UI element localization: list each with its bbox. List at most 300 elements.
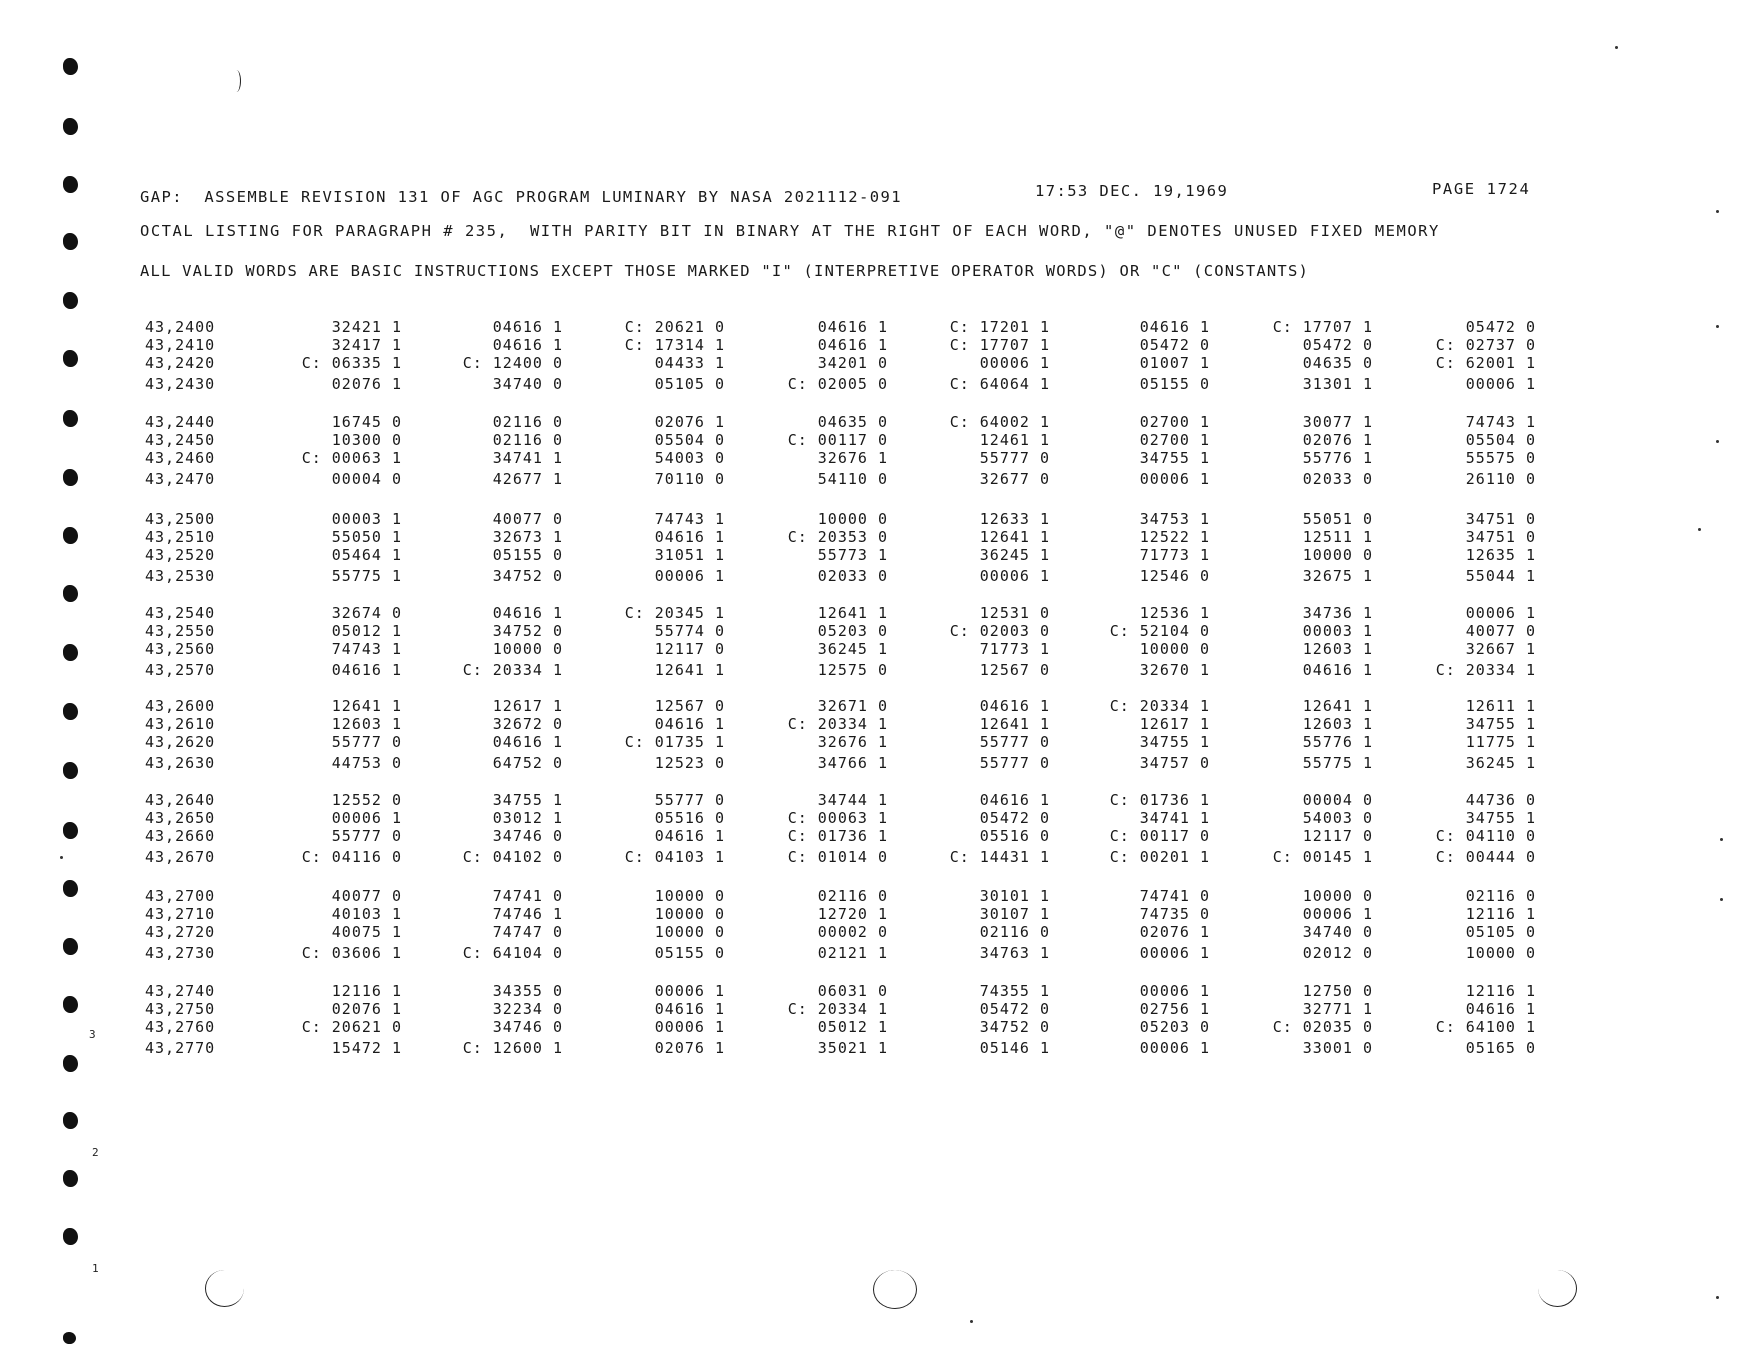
- octal-word: C: 06335 1: [301, 354, 402, 372]
- octal-word: C: 00063 1: [787, 809, 888, 827]
- octal-word: 74741 0: [1139, 887, 1210, 905]
- octal-word: C: 17707 1: [949, 336, 1050, 354]
- octal-word: C: 00145 1: [1272, 848, 1373, 866]
- octal-word: 26110 0: [1465, 470, 1536, 488]
- octal-word: 05472 0: [1302, 336, 1373, 354]
- octal-word: 02076 1: [331, 375, 402, 393]
- octal-word: 34751 0: [1465, 510, 1536, 528]
- octal-word: 34744 1: [817, 791, 888, 809]
- listing-legend: ALL VALID WORDS ARE BASIC INSTRUCTIONS EXCEPT THOSE MARKED "I" (INTERPRETIVE OPERATOR WORDS) OR "C" (CONSTANTS): [140, 262, 1310, 280]
- octal-word: C: 00444 0: [1435, 848, 1536, 866]
- octal-word: 00006 1: [979, 567, 1050, 585]
- octal-word: 74735 0: [1139, 905, 1210, 923]
- octal-word: C: 12400 0: [462, 354, 563, 372]
- octal-word: 34755 1: [1139, 733, 1210, 751]
- octal-word: 02121 1: [817, 944, 888, 962]
- octal-word: 05203 0: [1139, 1018, 1210, 1036]
- octal-word: C: 20334 1: [1109, 697, 1210, 715]
- octal-word: 02076 1: [654, 1039, 725, 1057]
- scan-mark: [232, 70, 241, 92]
- row-address: 43,2770: [145, 1039, 216, 1057]
- octal-word: 30077 1: [1302, 413, 1373, 431]
- octal-word: 12117 0: [654, 640, 725, 658]
- octal-word: 04616 1: [979, 791, 1050, 809]
- octal-word: 32234 0: [492, 1000, 563, 1018]
- octal-word: 15472 1: [331, 1039, 402, 1057]
- octal-word: 12461 1: [979, 431, 1050, 449]
- row-address: 43,2460: [145, 449, 216, 467]
- octal-word: 32677 0: [979, 470, 1050, 488]
- row-address: 43,2700: [145, 887, 216, 905]
- row-address: 43,2440: [145, 413, 216, 431]
- octal-word: 12511 1: [1302, 528, 1373, 546]
- octal-word: 05155 0: [1139, 375, 1210, 393]
- row-address: 43,2410: [145, 336, 216, 354]
- octal-word: 04616 1: [1139, 318, 1210, 336]
- margin-mark: 1: [92, 1262, 99, 1275]
- octal-word: 02700 1: [1139, 431, 1210, 449]
- octal-word: 34736 1: [1302, 604, 1373, 622]
- octal-word: 42677 1: [492, 470, 563, 488]
- row-address: 43,2420: [145, 354, 216, 372]
- octal-word: 32671 0: [817, 697, 888, 715]
- octal-word: 12641 1: [1302, 697, 1373, 715]
- octal-word: 34751 0: [1465, 528, 1536, 546]
- octal-word: 04433 1: [654, 354, 725, 372]
- octal-word: 40077 0: [492, 510, 563, 528]
- octal-word: 74743 1: [1465, 413, 1536, 431]
- octal-word: 32417 1: [331, 336, 402, 354]
- row-address: 43,2540: [145, 604, 216, 622]
- octal-word: 16745 0: [331, 413, 402, 431]
- octal-word: 05504 0: [654, 431, 725, 449]
- row-address: 43,2720: [145, 923, 216, 941]
- octal-word: 34752 0: [492, 622, 563, 640]
- octal-word: 12641 1: [979, 528, 1050, 546]
- octal-word: 12117 0: [1302, 827, 1373, 845]
- feed-hole: [63, 292, 78, 309]
- octal-word: C: 02737 0: [1435, 336, 1536, 354]
- octal-word: 05516 0: [654, 809, 725, 827]
- octal-word: C: 04116 0: [301, 848, 402, 866]
- listing-subtitle: OCTAL LISTING FOR PARAGRAPH # 235, WITH PARITY BIT IN BINARY AT THE RIGHT OF EACH WORD, "@" DENOTES UNUSED FIXED MEMORY: [140, 222, 1440, 240]
- feed-hole: [63, 350, 78, 367]
- octal-word: 34757 0: [1139, 754, 1210, 772]
- scan-speck: [1716, 325, 1719, 328]
- octal-word: 00006 1: [979, 354, 1050, 372]
- octal-word: 34752 0: [492, 567, 563, 585]
- octal-word: 34355 0: [492, 982, 563, 1000]
- octal-word: 04616 1: [492, 604, 563, 622]
- octal-word: 04616 1: [331, 661, 402, 679]
- feed-hole: [63, 762, 78, 779]
- octal-word: 10000 0: [654, 923, 725, 941]
- octal-word: C: 20334 1: [787, 715, 888, 733]
- octal-word: 54003 0: [1302, 809, 1373, 827]
- octal-word: 32676 1: [817, 733, 888, 751]
- octal-word: C: 12600 1: [462, 1039, 563, 1057]
- octal-word: 05516 0: [979, 827, 1050, 845]
- octal-word: C: 64100 1: [1435, 1018, 1536, 1036]
- feed-hole: [63, 1332, 76, 1344]
- scan-speck: [1720, 838, 1723, 841]
- row-address: 43,2730: [145, 944, 216, 962]
- octal-word: 12116 1: [1465, 905, 1536, 923]
- octal-word: 05105 0: [654, 375, 725, 393]
- octal-word: 05146 1: [979, 1039, 1050, 1057]
- feed-hole: [63, 938, 78, 955]
- octal-word: 00006 1: [1139, 982, 1210, 1000]
- octal-word: 55051 0: [1302, 510, 1373, 528]
- octal-word: 04616 1: [492, 733, 563, 751]
- octal-word: 55777 0: [979, 733, 1050, 751]
- octal-word: 34755 1: [492, 791, 563, 809]
- octal-word: 64752 0: [492, 754, 563, 772]
- octal-word: 35021 1: [817, 1039, 888, 1057]
- octal-word: 55777 0: [654, 791, 725, 809]
- octal-word: 55776 1: [1302, 733, 1373, 751]
- octal-word: 04616 1: [817, 318, 888, 336]
- octal-word: 04616 1: [654, 827, 725, 845]
- octal-word: 00006 1: [654, 1018, 725, 1036]
- octal-word: 00003 1: [1302, 622, 1373, 640]
- feed-hole: [63, 644, 78, 661]
- octal-word: 36245 1: [1465, 754, 1536, 772]
- octal-word: 12116 1: [331, 982, 402, 1000]
- octal-word: 71773 1: [979, 640, 1050, 658]
- octal-word: 40077 0: [331, 887, 402, 905]
- scan-speck: [1698, 528, 1701, 531]
- feed-hole: [63, 1055, 78, 1072]
- octal-word: 44753 0: [331, 754, 402, 772]
- octal-word: 74746 1: [492, 905, 563, 923]
- octal-word: 02116 0: [817, 887, 888, 905]
- octal-word: C: 20334 1: [1435, 661, 1536, 679]
- octal-word: 10000 0: [492, 640, 563, 658]
- octal-word: 06031 0: [817, 982, 888, 1000]
- octal-word: 33001 0: [1302, 1039, 1373, 1057]
- octal-word: 02012 0: [1302, 944, 1373, 962]
- octal-word: 12617 1: [1139, 715, 1210, 733]
- octal-word: 04616 1: [817, 336, 888, 354]
- octal-word: C: 20334 1: [787, 1000, 888, 1018]
- scan-speck: [1615, 46, 1618, 49]
- octal-word: 55050 1: [331, 528, 402, 546]
- octal-word: 12633 1: [979, 510, 1050, 528]
- row-address: 43,2650: [145, 809, 216, 827]
- row-address: 43,2630: [145, 754, 216, 772]
- octal-word: C: 17707 1: [1272, 318, 1373, 336]
- row-address: 43,2430: [145, 375, 216, 393]
- octal-word: 31301 1: [1302, 375, 1373, 393]
- octal-word: C: 64104 0: [462, 944, 563, 962]
- row-address: 43,2550: [145, 622, 216, 640]
- octal-word: 34741 1: [492, 449, 563, 467]
- octal-word: 00006 1: [654, 982, 725, 1000]
- margin-mark: 2: [92, 1146, 99, 1159]
- octal-word: 30107 1: [979, 905, 1050, 923]
- octal-word: 34201 0: [817, 354, 888, 372]
- octal-word: 12116 1: [1465, 982, 1536, 1000]
- octal-word: 12641 1: [979, 715, 1050, 733]
- octal-word: C: 14431 1: [949, 848, 1050, 866]
- octal-word: 12603 1: [1302, 715, 1373, 733]
- octal-word: 54003 0: [654, 449, 725, 467]
- octal-word: 00006 1: [1139, 944, 1210, 962]
- octal-word: 40077 0: [1465, 622, 1536, 640]
- octal-word: 40103 1: [331, 905, 402, 923]
- octal-word: 05012 1: [817, 1018, 888, 1036]
- octal-word: 34740 0: [492, 375, 563, 393]
- octal-word: 12523 0: [654, 754, 725, 772]
- octal-word: 05155 0: [654, 944, 725, 962]
- row-address: 43,2640: [145, 791, 216, 809]
- octal-word: C: 04110 0: [1435, 827, 1536, 845]
- octal-word: 12522 1: [1139, 528, 1210, 546]
- octal-word: 02076 1: [654, 413, 725, 431]
- octal-word: 05165 0: [1465, 1039, 1536, 1057]
- scan-speck: [1716, 210, 1719, 213]
- octal-word: 12611 1: [1465, 697, 1536, 715]
- octal-word: 05203 0: [817, 622, 888, 640]
- octal-word: C: 20621 0: [624, 318, 725, 336]
- octal-word: 00003 1: [331, 510, 402, 528]
- octal-word: 00002 0: [817, 923, 888, 941]
- octal-word: 00004 0: [1302, 791, 1373, 809]
- octal-word: 34752 0: [979, 1018, 1050, 1036]
- octal-word: 02076 1: [1302, 431, 1373, 449]
- scan-speck: [1716, 1296, 1719, 1299]
- octal-word: C: 04102 0: [462, 848, 563, 866]
- octal-word: 12641 1: [817, 604, 888, 622]
- octal-word: 55774 0: [654, 622, 725, 640]
- octal-word: C: 20353 0: [787, 528, 888, 546]
- octal-word: 12567 0: [979, 661, 1050, 679]
- scan-speck: [970, 1320, 973, 1323]
- octal-word: 55575 0: [1465, 449, 1536, 467]
- octal-word: 10000 0: [1302, 546, 1373, 564]
- octal-word: 12617 1: [492, 697, 563, 715]
- octal-word: 55044 1: [1465, 567, 1536, 585]
- feed-hole: [63, 58, 78, 75]
- row-address: 43,2660: [145, 827, 216, 845]
- octal-word: C: 64002 1: [949, 413, 1050, 431]
- margin-mark: 3: [89, 1028, 96, 1041]
- row-address: 43,2450: [145, 431, 216, 449]
- listing-title: GAP: ASSEMBLE REVISION 131 OF AGC PROGRAM LUMINARY BY NASA 2021112-091: [140, 188, 902, 206]
- feed-hole: [63, 1228, 78, 1245]
- octal-word: 55773 1: [817, 546, 888, 564]
- scan-mark: [1538, 1270, 1577, 1307]
- octal-word: 12635 1: [1465, 546, 1536, 564]
- octal-word: 36245 1: [979, 546, 1050, 564]
- octal-word: 32673 1: [492, 528, 563, 546]
- octal-word: 32674 0: [331, 604, 402, 622]
- row-address: 43,2570: [145, 661, 216, 679]
- octal-word: 74747 0: [492, 923, 563, 941]
- row-address: 43,2530: [145, 567, 216, 585]
- octal-word: 34755 1: [1465, 809, 1536, 827]
- page-number: PAGE 1724: [1432, 180, 1531, 198]
- octal-word: 11775 1: [1465, 733, 1536, 751]
- row-address: 43,2620: [145, 733, 216, 751]
- octal-word: 04616 1: [1302, 661, 1373, 679]
- octal-word: 74743 1: [331, 640, 402, 658]
- row-address: 43,2470: [145, 470, 216, 488]
- octal-word: 34740 0: [1302, 923, 1373, 941]
- octal-word: 02076 1: [1139, 923, 1210, 941]
- octal-word: 12750 0: [1302, 982, 1373, 1000]
- feed-hole: [63, 585, 78, 602]
- octal-word: C: 17314 1: [624, 336, 725, 354]
- octal-word: 12531 0: [979, 604, 1050, 622]
- octal-word: 02116 0: [492, 413, 563, 431]
- octal-word: 00006 1: [1465, 604, 1536, 622]
- octal-word: 12603 1: [1302, 640, 1373, 658]
- octal-word: C: 62001 1: [1435, 354, 1536, 372]
- octal-word: 34766 1: [817, 754, 888, 772]
- octal-word: C: 17201 1: [949, 318, 1050, 336]
- scan-mark: [205, 1270, 244, 1307]
- feed-hole: [63, 996, 78, 1013]
- octal-word: 10000 0: [1302, 887, 1373, 905]
- listing-timestamp: 17:53 DEC. 19,1969: [1035, 182, 1229, 200]
- octal-word: 04616 1: [492, 318, 563, 336]
- octal-word: 10000 0: [817, 510, 888, 528]
- octal-word: 55777 0: [979, 449, 1050, 467]
- octal-word: 05105 0: [1465, 923, 1536, 941]
- octal-word: 05012 1: [331, 622, 402, 640]
- octal-word: C: 00117 0: [1109, 827, 1210, 845]
- octal-word: 05472 0: [979, 809, 1050, 827]
- octal-word: 02116 0: [1465, 887, 1536, 905]
- octal-word: C: 01736 1: [1109, 791, 1210, 809]
- octal-word: 05472 0: [979, 1000, 1050, 1018]
- row-address: 43,2670: [145, 848, 216, 866]
- octal-word: 34746 0: [492, 827, 563, 845]
- octal-word: 34753 1: [1139, 510, 1210, 528]
- octal-word: C: 02005 0: [787, 375, 888, 393]
- feed-hole: [63, 880, 78, 897]
- feed-hole: [63, 118, 78, 135]
- feed-hole: [63, 703, 78, 720]
- octal-word: 32676 1: [817, 449, 888, 467]
- octal-word: 40075 1: [331, 923, 402, 941]
- octal-word: 55777 0: [331, 733, 402, 751]
- row-address: 43,2600: [145, 697, 216, 715]
- octal-word: 12552 0: [331, 791, 402, 809]
- octal-word: 02116 0: [979, 923, 1050, 941]
- octal-word: 70110 0: [654, 470, 725, 488]
- octal-word: C: 52104 0: [1109, 622, 1210, 640]
- row-address: 43,2740: [145, 982, 216, 1000]
- octal-word: 12536 1: [1139, 604, 1210, 622]
- octal-word: 04616 1: [654, 1000, 725, 1018]
- octal-word: 32675 1: [1302, 567, 1373, 585]
- row-address: 43,2750: [145, 1000, 216, 1018]
- row-address: 43,2400: [145, 318, 216, 336]
- octal-word: 12641 1: [654, 661, 725, 679]
- octal-word: 10000 0: [1465, 944, 1536, 962]
- octal-word: 04616 1: [492, 336, 563, 354]
- octal-word: 32672 0: [492, 715, 563, 733]
- octal-word: 74743 1: [654, 510, 725, 528]
- octal-word: 02700 1: [1139, 413, 1210, 431]
- octal-word: 00006 1: [1302, 905, 1373, 923]
- octal-word: 12546 0: [1139, 567, 1210, 585]
- octal-word: C: 64064 1: [949, 375, 1050, 393]
- octal-word: C: 02003 0: [949, 622, 1050, 640]
- scan-mark: [873, 1270, 917, 1309]
- octal-word: C: 02035 0: [1272, 1018, 1373, 1036]
- octal-word: 55777 0: [331, 827, 402, 845]
- octal-word: C: 01735 1: [624, 733, 725, 751]
- octal-word: 34755 1: [1139, 449, 1210, 467]
- octal-word: 05472 0: [1139, 336, 1210, 354]
- octal-word: 12720 1: [817, 905, 888, 923]
- octal-word: 74741 0: [492, 887, 563, 905]
- octal-word: 02076 1: [331, 1000, 402, 1018]
- octal-word: 31051 1: [654, 546, 725, 564]
- octal-word: 54110 0: [817, 470, 888, 488]
- scan-speck: [1716, 440, 1719, 443]
- octal-word: 36245 1: [817, 640, 888, 658]
- octal-word: C: 20621 0: [301, 1018, 402, 1036]
- octal-word: 01007 1: [1139, 354, 1210, 372]
- octal-word: 32670 1: [1139, 661, 1210, 679]
- octal-word: 10000 0: [654, 905, 725, 923]
- feed-hole: [63, 233, 78, 250]
- octal-word: 02756 1: [1139, 1000, 1210, 1018]
- octal-word: 74355 1: [979, 982, 1050, 1000]
- octal-word: 00004 0: [331, 470, 402, 488]
- octal-word: 55777 0: [979, 754, 1050, 772]
- octal-word: C: 00201 1: [1109, 848, 1210, 866]
- feed-hole: [63, 176, 78, 193]
- octal-word: 02033 0: [817, 567, 888, 585]
- octal-word: 71773 1: [1139, 546, 1210, 564]
- octal-word: 00006 1: [654, 567, 725, 585]
- octal-word: 02116 0: [492, 431, 563, 449]
- row-address: 43,2520: [145, 546, 216, 564]
- octal-word: 34741 1: [1139, 809, 1210, 827]
- octal-word: 44736 0: [1465, 791, 1536, 809]
- octal-word: 55775 1: [1302, 754, 1373, 772]
- octal-word: 34746 0: [492, 1018, 563, 1036]
- octal-word: C: 00117 0: [787, 431, 888, 449]
- feed-hole: [63, 410, 78, 427]
- octal-word: 05464 1: [331, 546, 402, 564]
- row-address: 43,2760: [145, 1018, 216, 1036]
- feed-hole: [63, 1170, 78, 1187]
- octal-word: 34755 1: [1465, 715, 1536, 733]
- row-address: 43,2610: [145, 715, 216, 733]
- octal-word: C: 00063 1: [301, 449, 402, 467]
- octal-word: 04635 0: [1302, 354, 1373, 372]
- octal-word: 12575 0: [817, 661, 888, 679]
- scan-speck: [1720, 898, 1723, 901]
- octal-word: 55776 1: [1302, 449, 1373, 467]
- octal-word: 02033 0: [1302, 470, 1373, 488]
- octal-word: 30101 1: [979, 887, 1050, 905]
- feed-hole: [63, 1112, 78, 1129]
- scan-speck: [60, 856, 63, 859]
- octal-word: C: 03606 1: [301, 944, 402, 962]
- octal-word: 32771 1: [1302, 1000, 1373, 1018]
- octal-word: 00006 1: [331, 809, 402, 827]
- row-address: 43,2500: [145, 510, 216, 528]
- octal-word: C: 01736 1: [787, 827, 888, 845]
